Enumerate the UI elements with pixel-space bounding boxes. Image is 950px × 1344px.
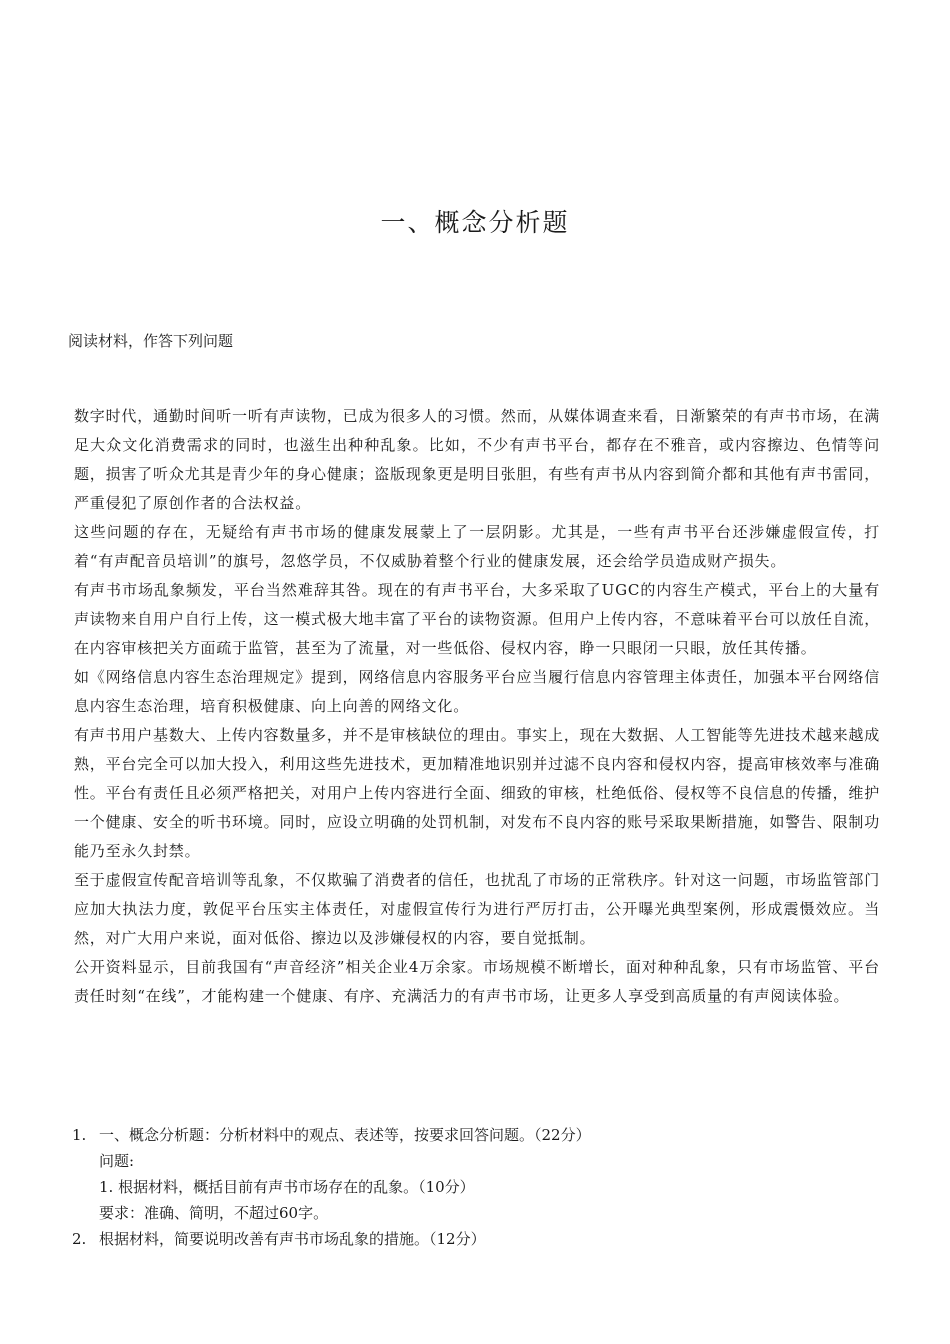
question-number: 1. [72,1126,87,1144]
question-2 [72,1226,878,1252]
question-number: 2. [72,1230,87,1248]
requirement-text: 要求：准确、简明，不超过60字。 [99,1204,329,1222]
paragraph: 有声书用户基数大、上传内容数量多，并不是审核缺位的理由。事实上，现在大数据、人工智能等先进技术越来越成熟，平台完全可以加大投入，利用这些先进技术，更加精准地识别并过滤不良内容和侵权内容，提高审核效率与准确性。平台有责任且必须严格把关，对用户上传内容进行全面、细致的审核，杜绝低俗、侵权等不良信息的传播，维护一个健康、安全的听书环境。同时，应设立明确的处罚机制，对发布不良内容的账号采取果断措施，如警告、限制功能乃至永久封禁。 [74,726,880,860]
sub-question: 1. 根据材料，概括目前有声书市场存在的乱象。（10分） [99,1178,475,1196]
paragraph: 数字时代，通勤时间听一听有声读物，已成为很多人的习惯。然而，从媒体调查来看，日渐繁荣的有声书市场，在满足大众文化消费需求的同时，也滋生出种种乱象。比如，不少有声书平台，都存在不雅音，或内容擦边、色情等问题，损害了听众尤其是青少年的身心健康；盗版现象更是明目张胆，有些有声书从内容到简介都和其他有声书雷同，严重侵犯了原创作者的合法权益。 [74,407,880,512]
question-list [72,1122,878,1252]
instruction-text: 阅读材料，作答下列问题 [68,332,234,350]
page-title: 一、概念分析题 [380,208,570,237]
question-label: 问题: [99,1152,135,1170]
reading-material [74,402,880,1011]
paragraph: 这些问题的存在，无疑给有声书市场的健康发展蒙上了一层阴影。尤其是，一些有声书平台还涉嫌虚假宣传，打着“有声配音员培训”的旗号，忽悠学员，不仅威胁着整个行业的健康发展，还会给学员造成财产损失。 [74,523,880,570]
question-text: 一、概念分析题：分析材料中的观点、表述等，按要求回答问题。（22分） [99,1126,591,1144]
question-1 [72,1122,878,1148]
paragraph: 公开资料显示，目前我国有“声音经济”相关企业4万余家。市场规模不断增长，面对种种乱象，只有市场监管、平台责任时刻“在线”，才能构建一个健康、有序、充满活力的有声书市场，让更多人享受到高质量的有声阅读体验。 [74,958,880,1005]
paragraph: 有声书市场乱象频发，平台当然难辞其咎。现在的有声书平台，大多采取了UGC的内容生产模式，平台上的大量有声读物来自用户自行上传，这一模式极大地丰富了平台的读物资源。但用户上传内容，不意味着平台可以放任自流，在内容审核把关方面疏于监管，甚至为了流量，对一些低俗、侵权内容，睁一只眼闭一只眼，放任其传播。 [74,581,880,657]
question-text: 根据材料，简要说明改善有声书市场乱象的措施。（12分） [99,1230,486,1248]
paragraph: 至于虚假宣传配音培训等乱象，不仅欺骗了消费者的信任，也扰乱了市场的正常秩序。针对这一问题，市场监管部门应加大执法力度，敦促平台压实主体责任，对虚假宣传行为进行严厉打击，公开曝光典型案例，形成震慑效应。当然，对广大用户来说，面对低俗、擦边以及涉嫌侵权的内容，要自觉抵制。 [74,871,880,947]
paragraph: 如《网络信息内容生态治理规定》提到，网络信息内容服务平台应当履行信息内容管理主体责任，加强本平台网络信息内容生态治理，培育积极健康、向上向善的网络文化。 [74,668,880,715]
